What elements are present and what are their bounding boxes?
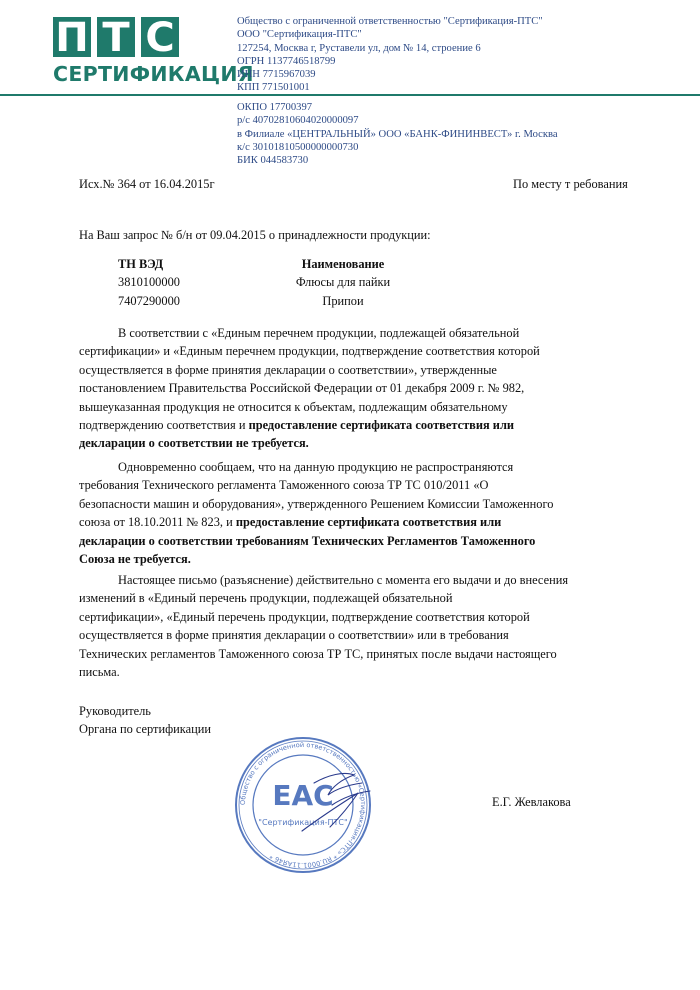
product-table — [118, 255, 418, 310]
column-header-code: ТН ВЭД — [118, 257, 164, 271]
header-divider — [0, 94, 700, 96]
table-row — [118, 273, 418, 291]
company-short-name: ООО "Сертификация-ПТС" — [237, 29, 362, 41]
paragraph-line: письма. — [79, 665, 120, 680]
bank-okpo: ОКПО 17700397 — [237, 102, 313, 113]
paragraph-line: осуществляется в форме принятия декларации о соответствии», утвержденные — [79, 362, 497, 377]
official-stamp — [232, 735, 374, 875]
paragraph-line: изменений в «Единый перечень продукции, подлежащей обязательной — [79, 591, 453, 606]
paragraph-line: вышеуказанная продукция не относится к объектам, подлежащим обязательному — [79, 399, 508, 414]
bold-text: предоставление сертификата соответствия или — [235, 515, 502, 530]
logo-letter-t: Т — [97, 17, 135, 57]
bank-corr-account: к/с 30101810500000000730 — [237, 141, 359, 153]
bold-text: Союза не требуется. — [79, 552, 191, 567]
signatory-organization: Органа по сертификации — [79, 722, 211, 737]
bank-account: р/с 40702810604020000097 — [237, 115, 359, 127]
paragraph-line: сертификации» и «Единым перечнем продукции, подтверждение соответствия которой — [79, 344, 540, 359]
paragraph-line: Настоящее письмо (разъяснение) действительно с момента его выдачи и до внесения — [118, 573, 569, 587]
stamp-ring-text: Общество с ограниченной ответственностью «Сертификация-ПТС» * RU.0001.11АЯ46 * — [238, 740, 368, 870]
company-inn: ИНН 7715967039 — [237, 69, 316, 81]
paragraph-line: Одновременно сообщаем, что на данную продукцию не распространяются — [118, 460, 514, 474]
bank-bik: БИК 044583730 — [237, 155, 309, 167]
paragraph-line: осуществляется в форме принятия декларации о соответствии» или в требования — [79, 628, 509, 643]
product-table-header — [118, 255, 418, 273]
bold-text: декларации о соответствии не требуется. — [79, 436, 309, 451]
product-name: Флюсы для пайки — [295, 275, 391, 290]
product-name: Припои — [322, 293, 364, 308]
paragraph-2 — [79, 458, 599, 568]
paragraph-line: безопасности машин и оборудования», утвержденного Решением Комиссии Таможенного — [79, 496, 554, 511]
company-full-name: Общество с ограниченной ответственностью "Сертификация-ПТС" — [237, 16, 543, 27]
signatory-title: Руководитель — [79, 704, 151, 718]
paragraph-line — [79, 532, 599, 550]
product-code: 7407290000 — [118, 293, 180, 308]
paragraph-line: сертификации», «Единый перечень продукции, подтверждение соответствия которой — [79, 609, 530, 624]
paragraph-line — [79, 513, 599, 531]
company-kpp: КПП 771501001 — [237, 82, 310, 94]
paragraph-line: требования Технического регламента Таможенного союза ТР ТС 010/2011 «О — [79, 478, 489, 493]
bold-text: предоставление сертификата соответствия или — [248, 418, 515, 433]
bank-branch: в Филиале «ЦЕНТРАЛЬНЫЙ» ООО «БАНК-ФИНИНВЕСТ» г. Москва — [237, 128, 558, 140]
request-line: На Ваш запрос № б/н от 09.04.2015 о принадлежности продукции: — [79, 228, 431, 242]
paragraph-1 — [79, 324, 599, 453]
paragraph-line — [79, 434, 599, 452]
paragraph-text: подтверждению соответствия и — [79, 418, 249, 433]
product-code: 3810100000 — [118, 275, 180, 290]
outgoing-number: Исх.№ 364 от 16.04.2015г — [79, 177, 215, 191]
paragraph-3 — [79, 571, 599, 681]
company-ogrn: ОГРН 1137746518799 — [237, 55, 336, 67]
signer-name: Е.Г. Жевлакова — [492, 795, 571, 809]
paragraph-line: Технических регламентов Таможенного союза ТР ТС, принятых после выдачи настоящего — [79, 646, 557, 661]
paragraph-line: В соответствии с «Единым перечнем продукции, подлежащей обязательной — [118, 326, 520, 340]
logo-subtitle: СЕРТИФИКАЦИЯ — [53, 62, 254, 86]
column-header-name: Наименование — [301, 257, 385, 271]
stamp-eac-mark: ЕАС — [272, 779, 334, 812]
paragraph-line — [79, 550, 599, 568]
company-logo — [53, 15, 254, 87]
paragraph-line: постановлением Правительства Российской Федерации от 01 декабря 2009 г. № 982, — [79, 381, 525, 396]
bold-text: декларации о соответствии требованиям Технических Регламентов Таможенного — [79, 533, 536, 548]
paragraph-line — [79, 416, 599, 434]
company-details — [237, 15, 543, 95]
table-row — [118, 292, 418, 310]
paragraph-text: союза от 18.10.2011 № 823, и — [79, 515, 236, 530]
company-address: 127254, Москва г, Руставели ул, дом № 14, строение 6 — [237, 42, 481, 54]
logo-letter-s: С — [141, 17, 179, 57]
logo-letter-p: П — [53, 17, 91, 57]
signature-block — [79, 702, 211, 739]
stamp-inner-text: "Сертификация-ПТС" — [258, 818, 348, 827]
recipient: По месту т ребования — [513, 177, 628, 191]
bank-details — [237, 101, 558, 167]
